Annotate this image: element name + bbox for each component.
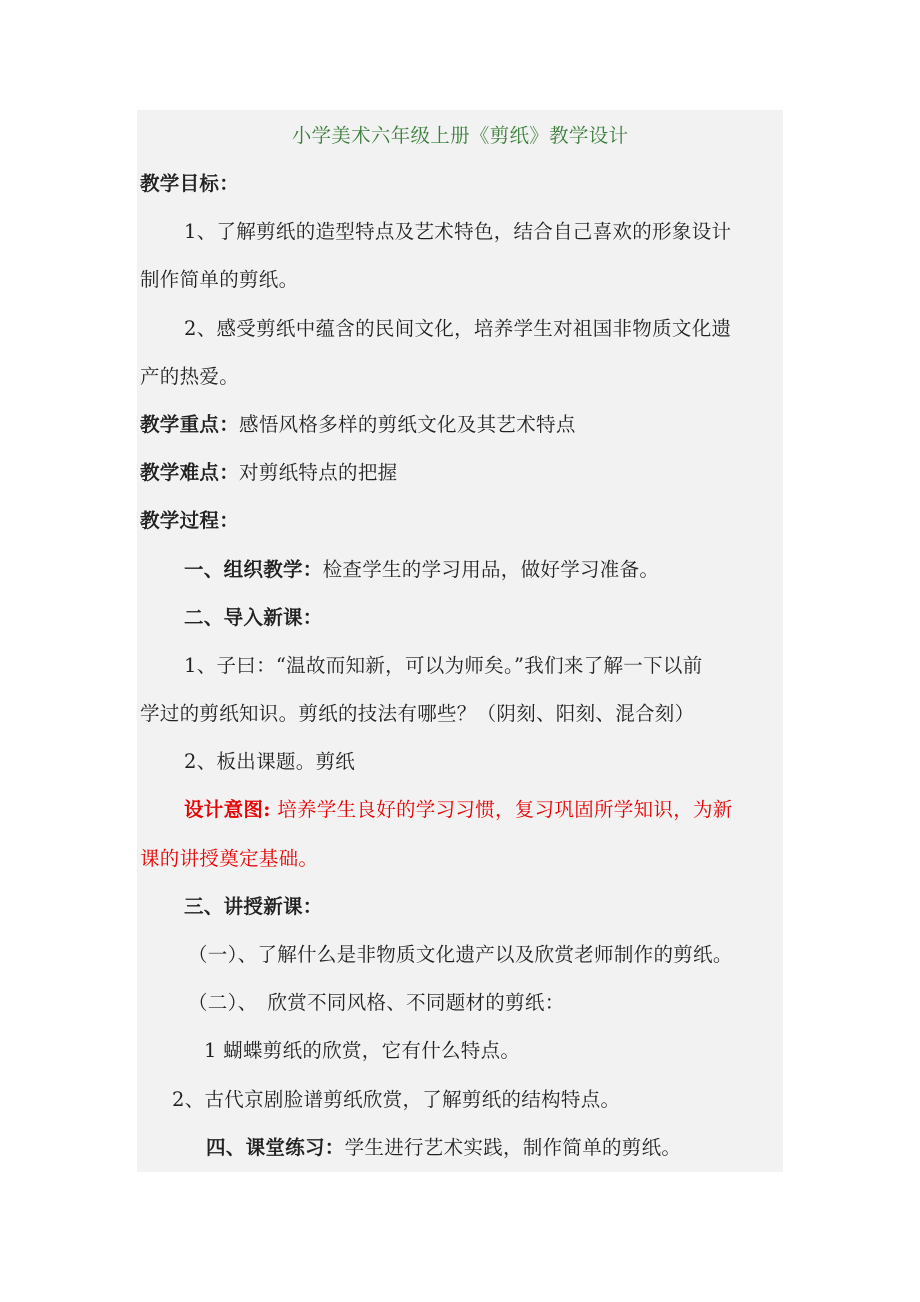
step-4 xyxy=(140,1134,780,1162)
step-1 xyxy=(140,556,780,584)
difficulty-text: 对剪纸特点的把握 xyxy=(239,461,398,484)
document-page xyxy=(137,110,783,1172)
step-3-point-1: 1 蝴蝶剪纸的欣赏，它有什么特点。 xyxy=(204,1039,521,1062)
objective-1-line-1: 1、了解剪纸的造型特点及艺术特色，结合自己喜欢的形象设计 xyxy=(184,220,732,243)
key-point xyxy=(140,411,780,439)
design-intent xyxy=(140,796,780,824)
difficulty xyxy=(140,459,780,487)
design-intent-label: 设计意图: xyxy=(184,798,271,821)
process-heading: 教学过程： xyxy=(140,509,240,532)
key-point-text: 感悟风格多样的剪纸文化及其艺术特点 xyxy=(239,413,576,436)
step-1-label: 一、组织教学： xyxy=(184,558,323,581)
step-3-point-2: 2、古代京剧脸谱剪纸欣赏，了解剪纸的结构特点。 xyxy=(172,1088,621,1111)
objective-2-line-1: 2、感受剪纸中蕴含的民间文化，培养学生对祖国非物质文化遗 xyxy=(184,317,732,340)
objective-2-line-2: 产的热爱。 xyxy=(140,365,240,388)
design-intent-line-2: 课的讲授奠定基础。 xyxy=(140,847,319,870)
step-2-heading: 二、导入新课： xyxy=(184,606,323,629)
step-4-label: 四、课堂练习： xyxy=(206,1136,345,1159)
design-intent-line-1: 培养学生良好的学习习惯，复习巩固所学知识，为新 xyxy=(277,798,733,821)
difficulty-label: 教学难点： xyxy=(140,461,240,484)
step-3-sub-1: （一）、了解什么是非物质文化遗产以及欣赏老师制作的剪纸。 xyxy=(188,943,733,966)
step-4-text: 学生进行艺术实践，制作简单的剪纸。 xyxy=(344,1136,682,1159)
step-1-text: 检查学生的学习用品，做好学习准备。 xyxy=(322,558,660,581)
step-2-item-1-line-1: 1、子曰：“温故而知新，可以为师矣。”我们来了解一下以前 xyxy=(184,654,703,677)
step-3-heading: 三、讲授新课： xyxy=(184,895,323,918)
key-point-label: 教学重点： xyxy=(140,413,240,436)
step-2-item-2: 2、板出课题。剪纸 xyxy=(184,750,356,773)
step-3-sub-2: （二）、 欣赏不同风格、不同题材的剪纸： xyxy=(188,991,565,1014)
objective-1-line-2: 制作简单的剪纸。 xyxy=(140,268,299,291)
objectives-heading: 教学目标： xyxy=(140,172,240,195)
step-2-item-1-line-2: 学过的剪纸知识。剪纸的技法有哪些？（阴刻、阳刻、混合刻） xyxy=(140,702,695,725)
page-title: 小学美术六年级上册《剪纸》教学设计 xyxy=(291,124,629,147)
